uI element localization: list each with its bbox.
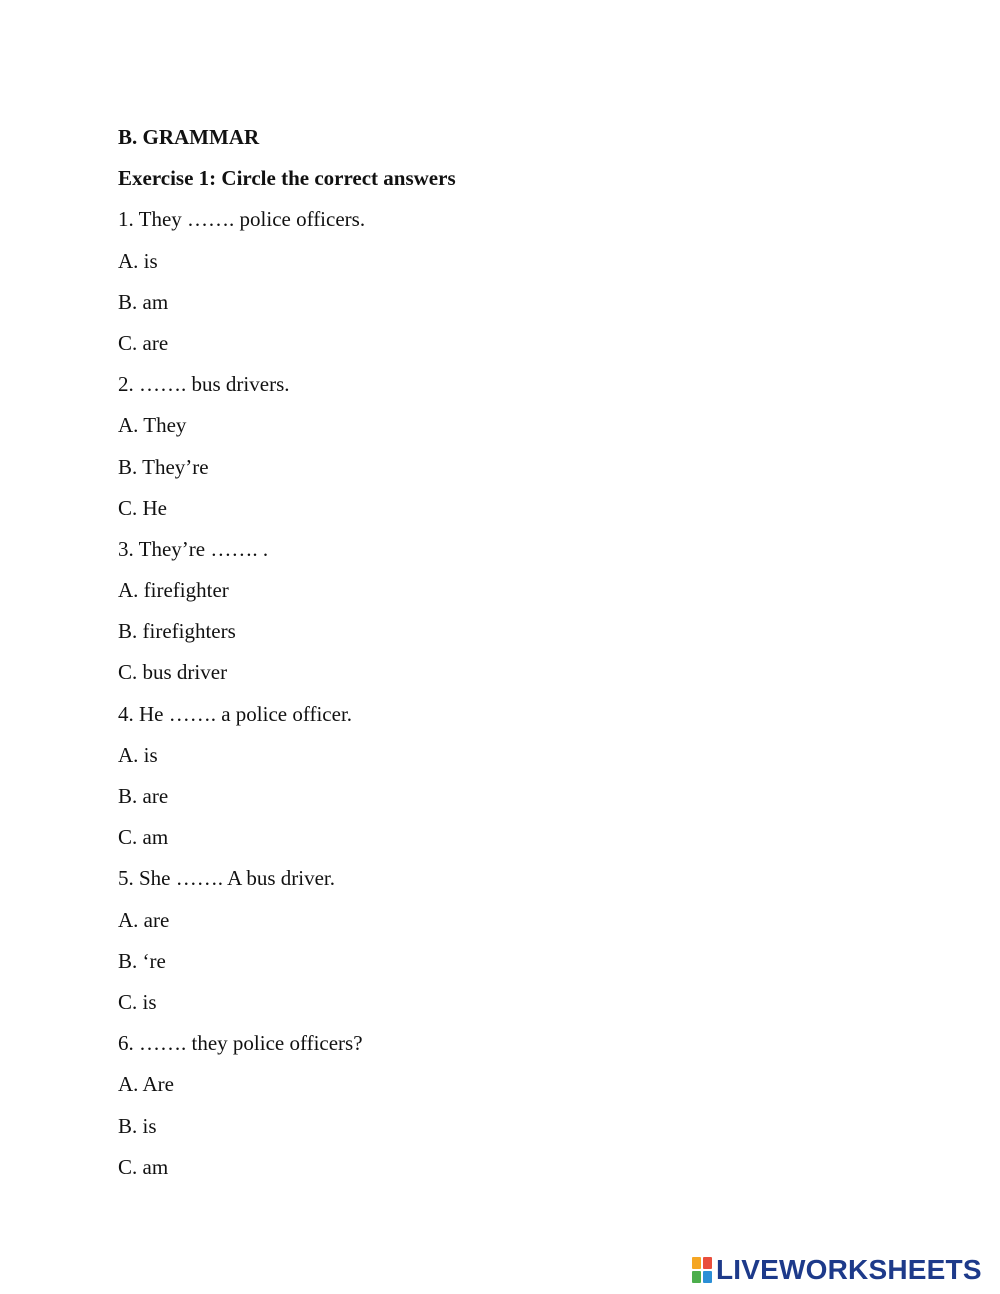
question-prompt: 6. ……. they police officers? — [118, 1031, 363, 1056]
logo-tile-1 — [692, 1257, 701, 1269]
answer-option-c: C. are — [118, 330, 169, 355]
liveworksheets-logo — [692, 1253, 982, 1287]
logo-tile-2 — [703, 1257, 712, 1269]
question-5 — [118, 858, 938, 1023]
exercise-title: Exercise 1: Circle the correct answers — [118, 166, 456, 191]
liveworksheets-mark-icon — [692, 1257, 712, 1283]
question-3 — [118, 529, 938, 694]
question-prompt: 4. He ……. a police officer. — [118, 701, 353, 726]
answer-option-b: B. ‘re — [118, 948, 166, 973]
answer-option-b: B. They’re — [118, 454, 209, 479]
answer-option-a: A. firefighter — [118, 578, 229, 603]
answer-option-b: B. is — [118, 1113, 157, 1138]
question-prompt: 3. They’re ……. . — [118, 536, 269, 561]
answer-option-b: B. are — [118, 784, 169, 808]
logo-text: LIVEWORKSHEETS — [716, 1254, 982, 1285]
question-prompt: 1. They ……. police officers. — [118, 207, 366, 232]
question-1 — [118, 199, 938, 364]
answer-option-b: B. firefighters — [118, 619, 236, 644]
question-6 — [118, 1023, 938, 1188]
answer-option-a: A. is — [118, 742, 158, 767]
answer-option-a: A. Are — [118, 1072, 174, 1097]
answer-option-a: A. are — [118, 907, 170, 932]
answer-option-a: A. is — [118, 248, 158, 273]
answer-option-c: C. am — [118, 825, 169, 850]
answer-option-a: A. They — [118, 413, 187, 438]
logo-tile-4 — [703, 1271, 712, 1283]
question-2 — [118, 364, 938, 529]
answer-option-c: C. He — [118, 495, 167, 520]
answer-option-c: C. am — [118, 1154, 169, 1179]
logo-tile-3 — [692, 1271, 701, 1283]
question-prompt: 2. ……. bus drivers. — [118, 372, 290, 397]
question-4 — [118, 694, 938, 859]
answer-option-c: C. is — [118, 989, 157, 1014]
answer-option-b: B. am — [118, 289, 169, 314]
question-prompt: 5. She ……. A bus driver. — [118, 866, 336, 891]
worksheet-content — [118, 117, 938, 1188]
answer-option-c: C. bus driver — [118, 660, 228, 685]
section-title: B. GRAMMAR — [118, 125, 260, 149]
